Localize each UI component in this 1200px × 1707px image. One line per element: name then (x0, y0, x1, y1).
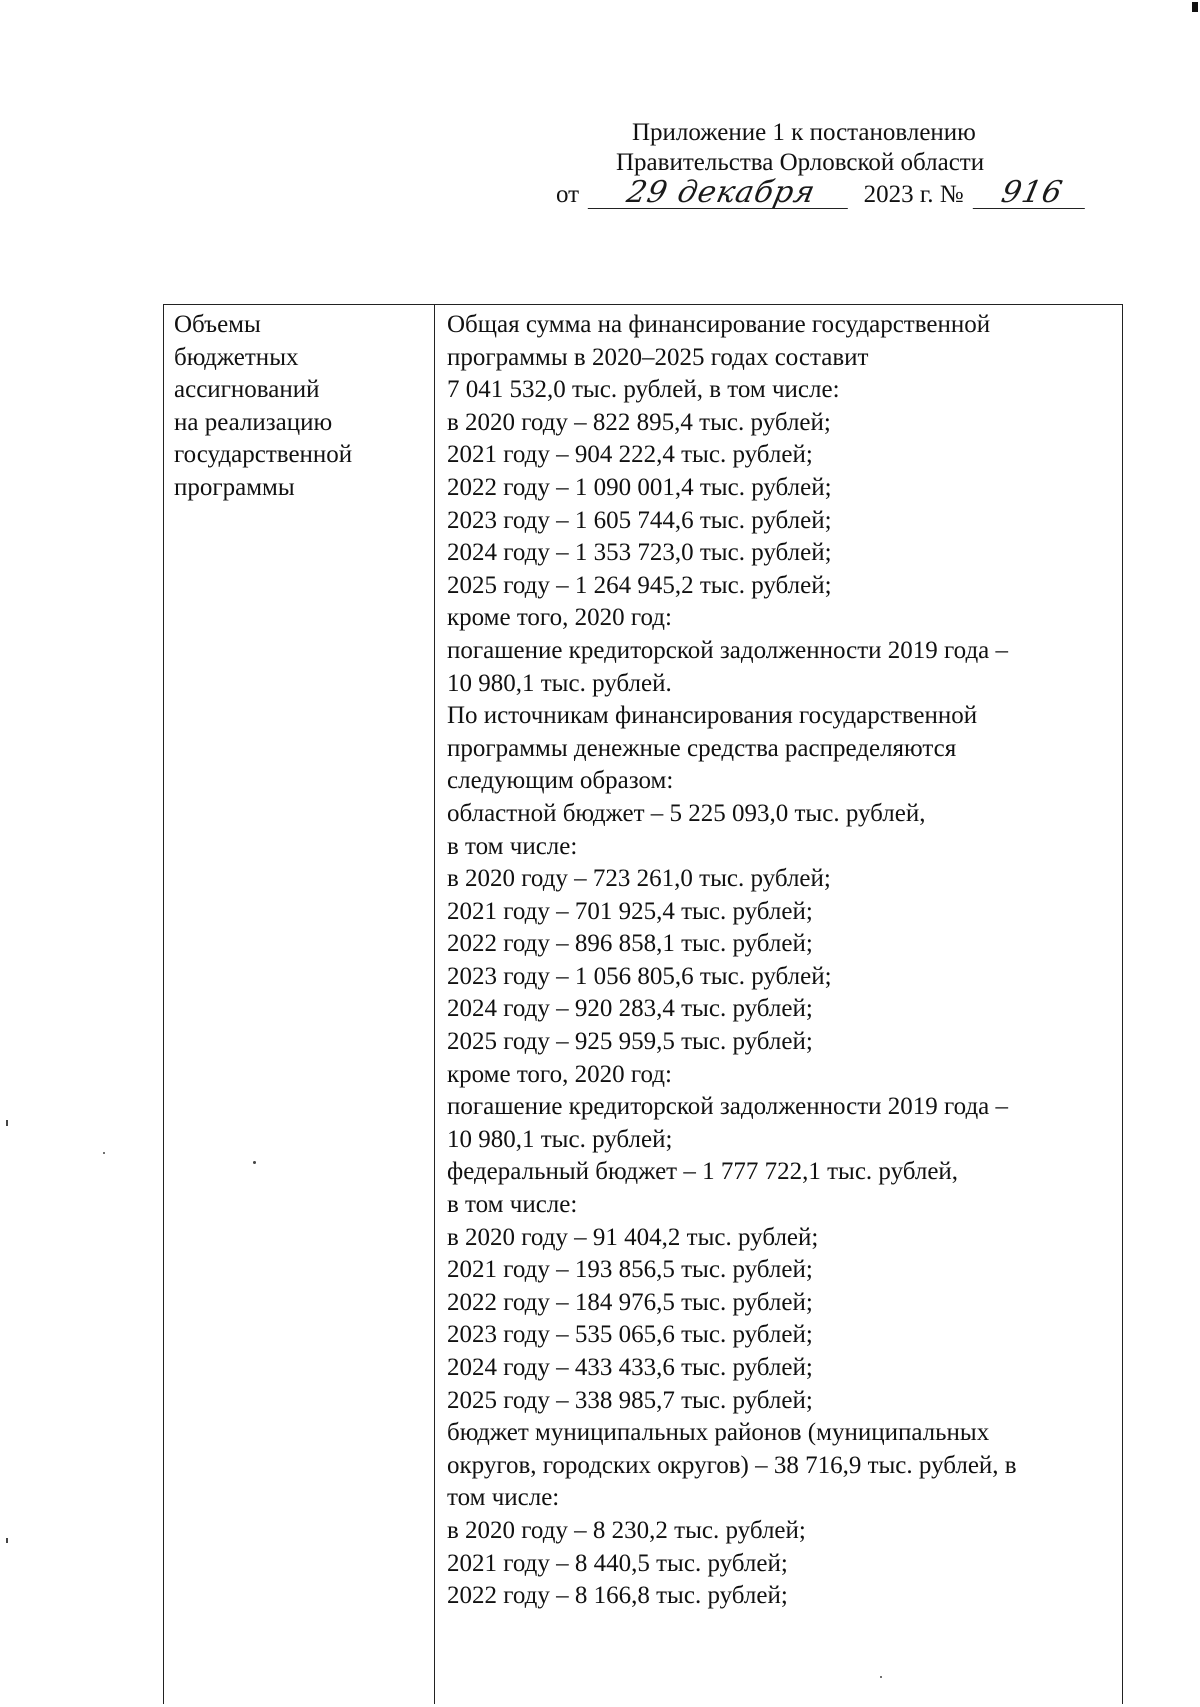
date-prefix: от (556, 181, 580, 208)
scan-speck (1192, 2, 1198, 12)
content-line: 2021 году – 8 440,5 тыс. рублей; (447, 1549, 788, 1577)
content-line: программы денежные средства распределяются (447, 734, 957, 762)
issuer-line: Правительства Орловской области (616, 149, 985, 176)
table-label-cell (164, 305, 435, 1704)
label-line: государственной (174, 441, 353, 469)
content-line: 2023 году – 535 065,6 тыс. рублей; (447, 1321, 813, 1349)
content-line: в 2020 году – 8 230,2 тыс. рублей; (447, 1516, 806, 1544)
content-line: областной бюджет – 5 225 093,0 тыс. рублей, (447, 799, 926, 827)
content-line: погашение кредиторской задолженности 2019 года – (447, 636, 1009, 664)
scan-speck (6, 1120, 8, 1126)
content-line: 2022 году – 8 166,8 тыс. рублей; (447, 1582, 788, 1610)
content-line: округов, городских округов) – 38 716,9 тыс. рублей, в (447, 1451, 1017, 1479)
scan-speck (6, 1538, 8, 1543)
content-line: 2022 году – 896 858,1 тыс. рублей; (447, 930, 813, 958)
content-line: в 2020 году – 91 404,2 тыс. рублей; (447, 1223, 819, 1251)
content-line: федеральный бюджет – 1 777 722,1 тыс. рублей, (447, 1158, 959, 1186)
content-line: 2022 году – 1 090 001,4 тыс. рублей; (447, 473, 832, 501)
content-line: 2021 году – 904 222,4 тыс. рублей; (447, 441, 813, 469)
content-line: в том числе: (447, 1191, 578, 1219)
appendix-title: Приложение 1 к постановлению (632, 119, 976, 146)
content-line: 2024 году – 433 433,6 тыс. рублей; (447, 1354, 813, 1381)
content-line: 2024 году – 1 353 723,0 тыс. рублей; (447, 539, 832, 567)
date-number-line (540, 175, 1100, 210)
content-line: 2025 году – 925 959,5 тыс. рублей; (447, 1028, 813, 1056)
content-line: программы в 2020–2025 годах составит (447, 343, 869, 371)
content-line: 2025 году – 1 264 945,2 тыс. рублей; (447, 571, 832, 599)
content-line: 2022 году – 184 976,5 тыс. рублей; (447, 1288, 813, 1316)
table-content-cell (435, 305, 1122, 1613)
document-header (540, 118, 1100, 210)
label-line: Объемы (174, 311, 261, 338)
label-line: программы (174, 473, 295, 501)
content-line: 2021 году – 193 856,5 тыс. рублей; (447, 1256, 813, 1284)
content-line: бюджет муниципальных районов (муниципальных (447, 1419, 990, 1447)
budget-table (163, 304, 1123, 1704)
content-line: 7 041 532,0 тыс. рублей, в том числе: (447, 376, 840, 404)
year-label: 2023 г. № (863, 181, 964, 208)
content-line: Общая сумма на финансирование государственной (447, 311, 991, 338)
content-line: погашение кредиторской задолженности 2019 года – (447, 1093, 1009, 1121)
label-line: ассигнований (174, 376, 320, 404)
content-line: следующим образом: (447, 767, 674, 795)
label-line: на реализацию (174, 408, 333, 436)
content-line: По источникам финансирования государственной (447, 702, 978, 730)
content-line: в 2020 году – 723 261,0 тыс. рублей; (447, 865, 831, 893)
scan-speck (253, 1161, 256, 1164)
scan-speck (103, 1152, 105, 1154)
content-line: 2023 году – 1 605 744,6 тыс. рублей; (447, 506, 832, 534)
content-line: 10 980,1 тыс. рублей; (447, 1125, 673, 1153)
content-line: 10 980,1 тыс. рублей. (447, 669, 672, 697)
scan-speck (880, 1676, 882, 1678)
content-line: кроме того, 2020 год: (447, 604, 672, 632)
content-line: 2021 году – 701 925,4 тыс. рублей; (447, 897, 813, 925)
handwritten-date: 29 декабря (588, 178, 855, 209)
content-line: том числе: (447, 1484, 560, 1512)
handwritten-number: 916 (973, 178, 1092, 209)
content-line: 2024 году – 920 283,4 тыс. рублей; (447, 995, 813, 1023)
content-line: 2025 году – 338 985,7 тыс. рублей; (447, 1386, 813, 1414)
content-line: кроме того, 2020 год: (447, 1060, 672, 1088)
label-line: бюджетных (174, 343, 299, 371)
content-line: 2023 году – 1 056 805,6 тыс. рублей; (447, 962, 832, 990)
content-line: в том числе: (447, 832, 578, 860)
content-line: в 2020 году – 822 895,4 тыс. рублей; (447, 408, 831, 436)
